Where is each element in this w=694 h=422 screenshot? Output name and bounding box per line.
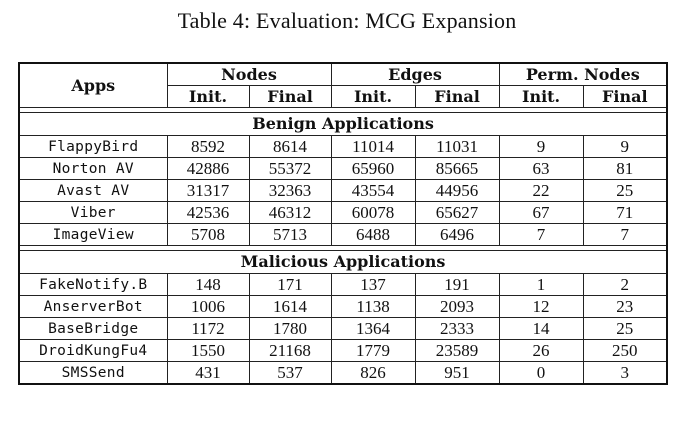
section-title: Malicious Applications xyxy=(19,251,667,274)
value-cell-nodes-final: 1780 xyxy=(249,318,331,340)
nodes-final-header: Final xyxy=(249,86,331,108)
value-cell-perm-final: 81 xyxy=(583,158,667,180)
value-cell-edges-final: 2333 xyxy=(415,318,499,340)
value-cell-edges-init: 1779 xyxy=(331,340,415,362)
header-row-groups xyxy=(19,63,667,86)
table-row xyxy=(19,224,667,246)
value-cell-nodes-init: 42536 xyxy=(167,202,249,224)
value-cell-nodes-final: 8614 xyxy=(249,136,331,158)
value-cell-edges-final: 85665 xyxy=(415,158,499,180)
value-cell-nodes-init: 1172 xyxy=(167,318,249,340)
app-name-cell: Avast AV xyxy=(19,180,167,202)
perm-nodes-group-header: Perm. Nodes xyxy=(499,63,667,86)
value-cell-edges-init: 6488 xyxy=(331,224,415,246)
section-header-row xyxy=(19,251,667,274)
value-cell-nodes-final: 5713 xyxy=(249,224,331,246)
value-cell-edges-init: 1364 xyxy=(331,318,415,340)
value-cell-edges-init: 1138 xyxy=(331,296,415,318)
value-cell-perm-final: 250 xyxy=(583,340,667,362)
value-cell-nodes-init: 8592 xyxy=(167,136,249,158)
app-name-cell: ImageView xyxy=(19,224,167,246)
value-cell-perm-final: 25 xyxy=(583,318,667,340)
perm-final-header: Final xyxy=(583,86,667,108)
evaluation-table-container xyxy=(18,62,666,390)
value-cell-edges-init: 43554 xyxy=(331,180,415,202)
table-caption: Table 4: Evaluation: MCG Expansion xyxy=(177,8,517,33)
edges-init-header: Init. xyxy=(331,86,415,108)
table-row xyxy=(19,274,667,296)
mcg-expansion-table xyxy=(18,62,668,385)
value-cell-edges-final: 11031 xyxy=(415,136,499,158)
value-cell-perm-init: 1 xyxy=(499,274,583,296)
table-row xyxy=(19,340,667,362)
value-cell-edges-init: 137 xyxy=(331,274,415,296)
app-name-cell: BaseBridge xyxy=(19,318,167,340)
value-cell-nodes-final: 46312 xyxy=(249,202,331,224)
nodes-group-header: Nodes xyxy=(167,63,331,86)
apps-column-header: Apps xyxy=(19,63,167,108)
value-cell-nodes-init: 148 xyxy=(167,274,249,296)
value-cell-perm-final: 23 xyxy=(583,296,667,318)
edges-final-header: Final xyxy=(415,86,499,108)
value-cell-perm-init: 7 xyxy=(499,224,583,246)
app-name-cell: DroidKungFu4 xyxy=(19,340,167,362)
value-cell-nodes-init: 5708 xyxy=(167,224,249,246)
section-title: Benign Applications xyxy=(19,113,667,136)
value-cell-edges-init: 826 xyxy=(331,362,415,385)
value-cell-edges-final: 65627 xyxy=(415,202,499,224)
value-cell-perm-init: 9 xyxy=(499,136,583,158)
value-cell-nodes-init: 1550 xyxy=(167,340,249,362)
value-cell-perm-init: 22 xyxy=(499,180,583,202)
value-cell-nodes-init: 31317 xyxy=(167,180,249,202)
value-cell-nodes-final: 537 xyxy=(249,362,331,385)
value-cell-perm-init: 67 xyxy=(499,202,583,224)
table-row xyxy=(19,362,667,385)
value-cell-perm-final: 71 xyxy=(583,202,667,224)
value-cell-edges-init: 11014 xyxy=(331,136,415,158)
value-cell-perm-final: 3 xyxy=(583,362,667,385)
value-cell-nodes-final: 21168 xyxy=(249,340,331,362)
value-cell-edges-final: 951 xyxy=(415,362,499,385)
value-cell-nodes-init: 1006 xyxy=(167,296,249,318)
value-cell-edges-init: 60078 xyxy=(331,202,415,224)
nodes-init-header: Init. xyxy=(167,86,249,108)
perm-init-header: Init. xyxy=(499,86,583,108)
table-row xyxy=(19,318,667,340)
edges-group-header: Edges xyxy=(331,63,499,86)
value-cell-nodes-final: 1614 xyxy=(249,296,331,318)
table-body xyxy=(19,108,667,385)
app-name-cell: Viber xyxy=(19,202,167,224)
value-cell-edges-final: 6496 xyxy=(415,224,499,246)
value-cell-edges-final: 2093 xyxy=(415,296,499,318)
app-name-cell: FakeNotify.B xyxy=(19,274,167,296)
value-cell-edges-final: 23589 xyxy=(415,340,499,362)
value-cell-perm-final: 2 xyxy=(583,274,667,296)
value-cell-perm-final: 9 xyxy=(583,136,667,158)
table-row xyxy=(19,202,667,224)
section-header-row xyxy=(19,113,667,136)
value-cell-edges-init: 65960 xyxy=(331,158,415,180)
value-cell-nodes-final: 32363 xyxy=(249,180,331,202)
table-row xyxy=(19,296,667,318)
value-cell-perm-init: 12 xyxy=(499,296,583,318)
value-cell-edges-final: 44956 xyxy=(415,180,499,202)
value-cell-edges-final: 191 xyxy=(415,274,499,296)
value-cell-perm-init: 63 xyxy=(499,158,583,180)
value-cell-perm-init: 0 xyxy=(499,362,583,385)
table-row xyxy=(19,180,667,202)
app-name-cell: FlappyBird xyxy=(19,136,167,158)
value-cell-nodes-final: 55372 xyxy=(249,158,331,180)
value-cell-nodes-init: 431 xyxy=(167,362,249,385)
value-cell-perm-init: 14 xyxy=(499,318,583,340)
value-cell-nodes-init: 42886 xyxy=(167,158,249,180)
value-cell-perm-final: 25 xyxy=(583,180,667,202)
value-cell-nodes-final: 171 xyxy=(249,274,331,296)
value-cell-perm-final: 7 xyxy=(583,224,667,246)
app-name-cell: Norton AV xyxy=(19,158,167,180)
table-row xyxy=(19,158,667,180)
app-name-cell: SMSSend xyxy=(19,362,167,385)
table-row xyxy=(19,136,667,158)
app-name-cell: AnserverBot xyxy=(19,296,167,318)
value-cell-perm-init: 26 xyxy=(499,340,583,362)
